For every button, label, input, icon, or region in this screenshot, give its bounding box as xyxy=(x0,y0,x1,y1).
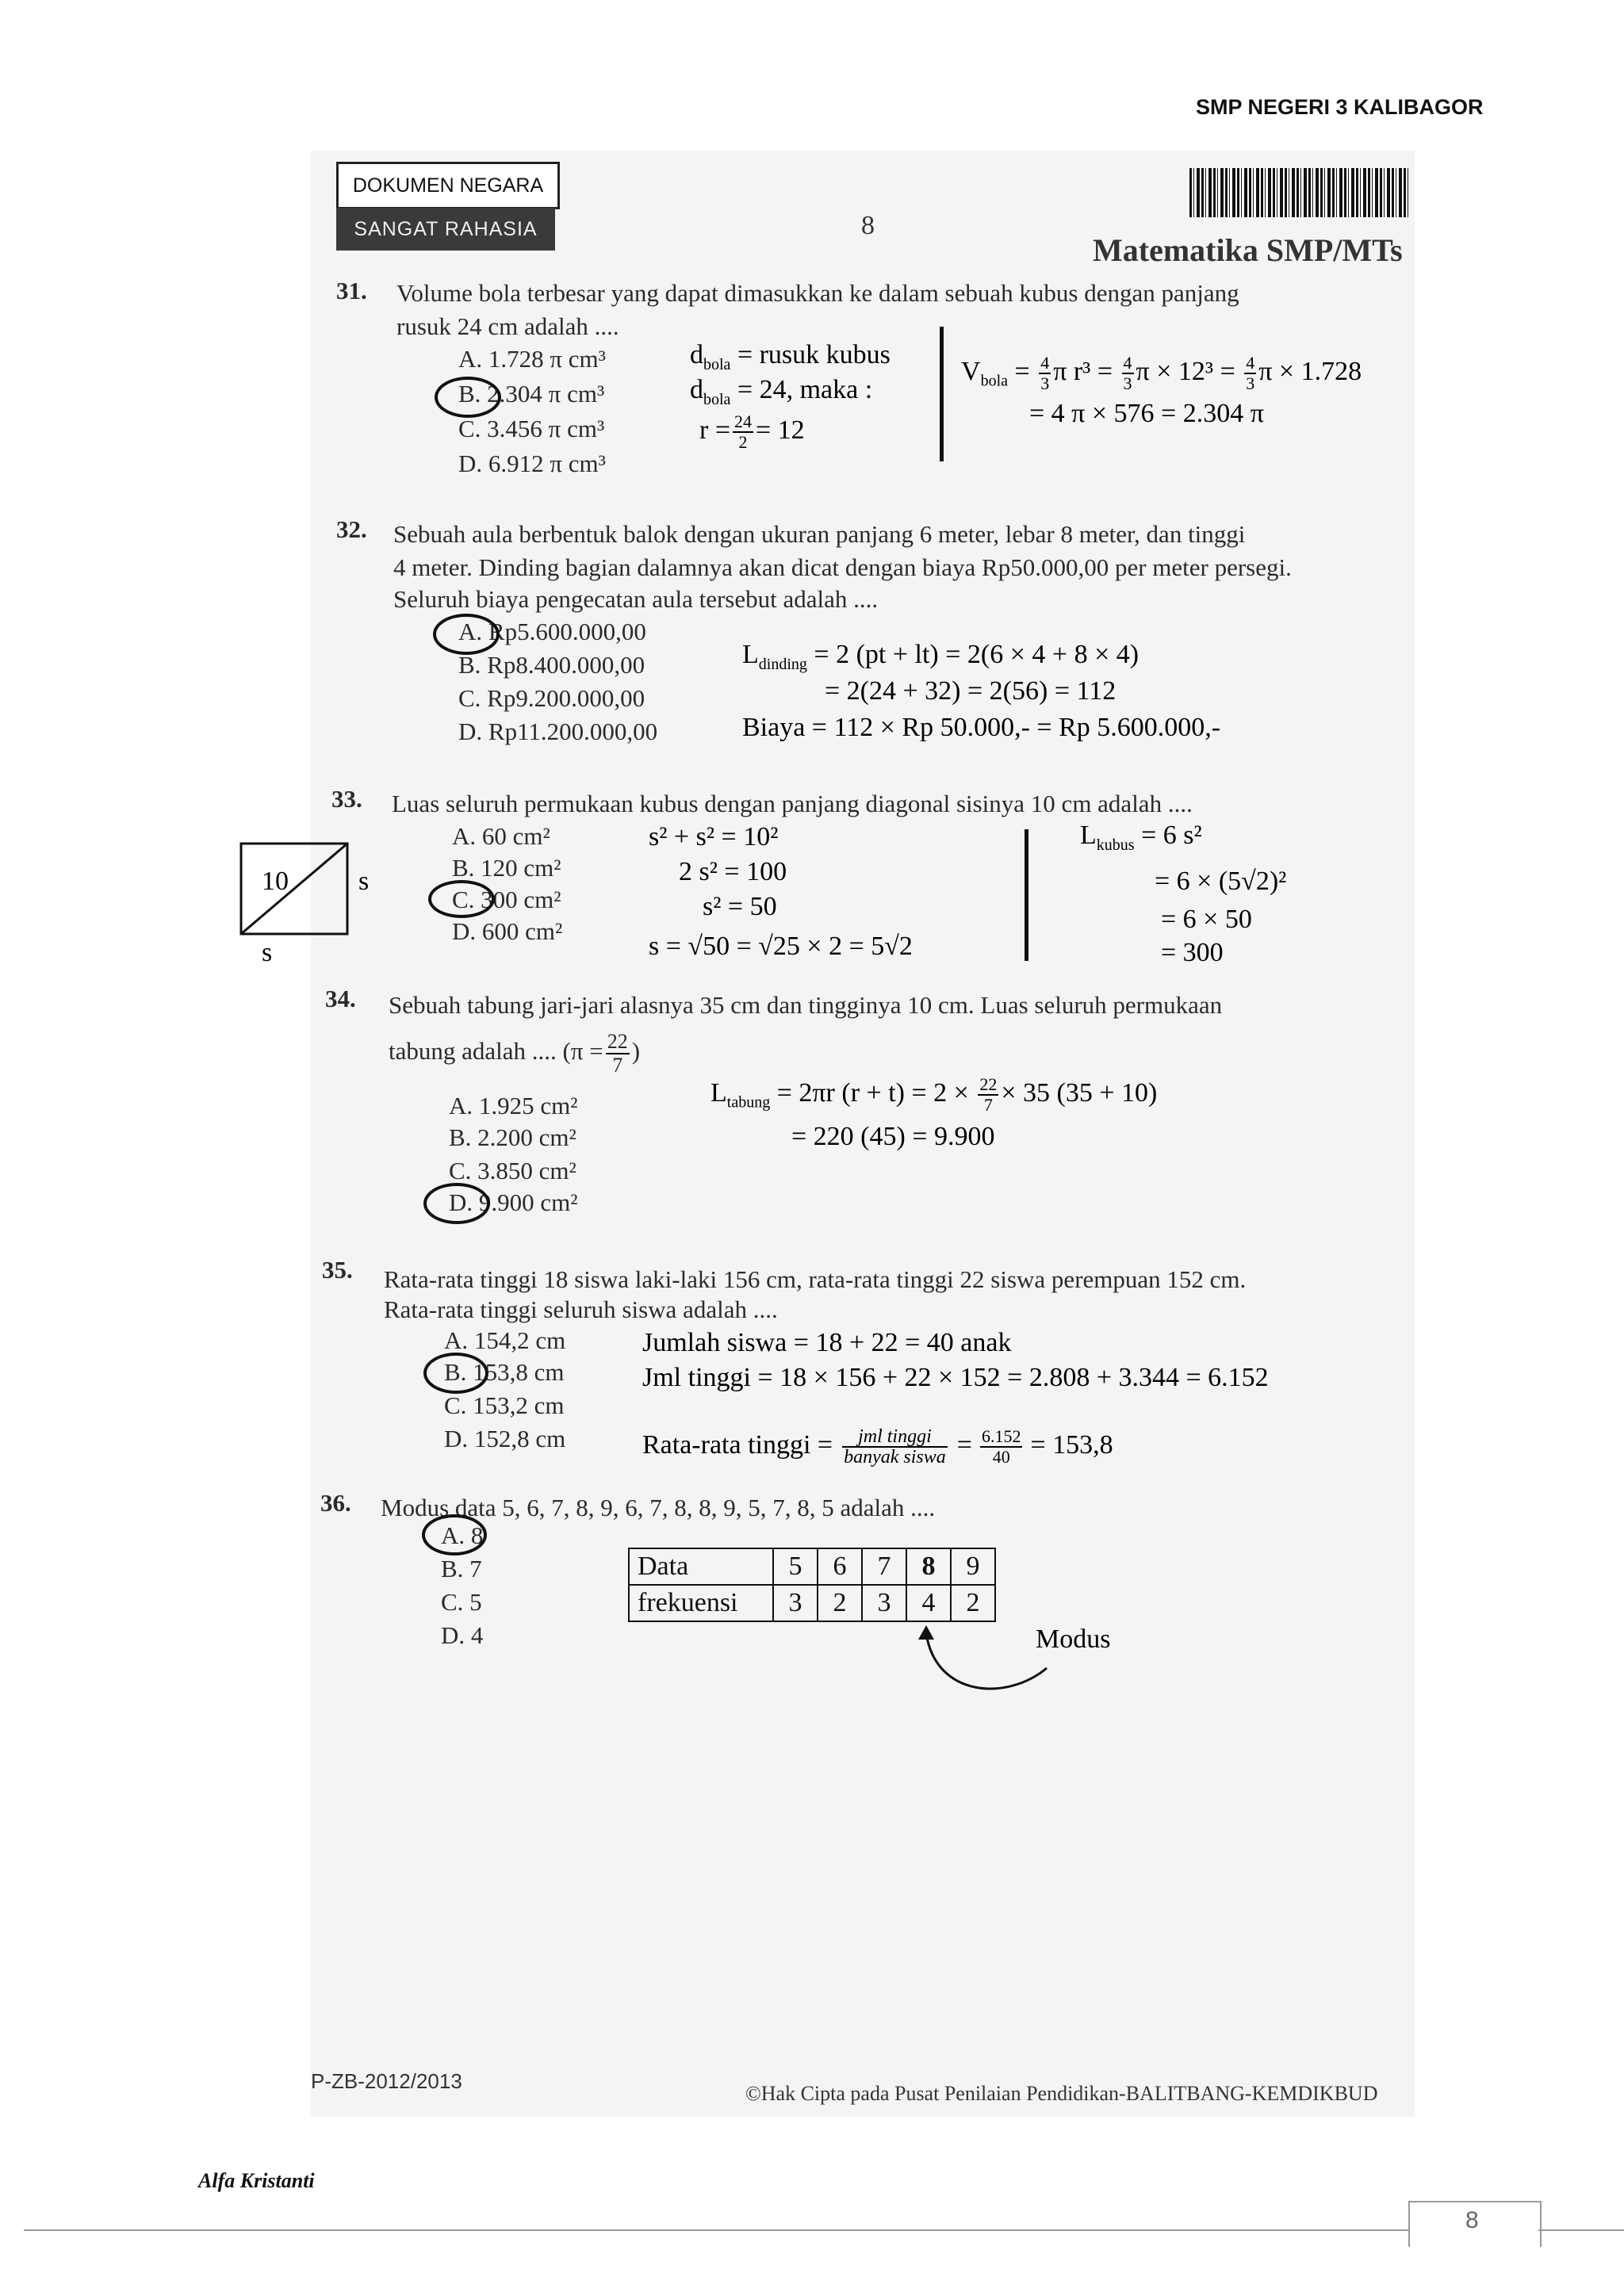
q34-work-line2: = 220 (45) = 9.900 xyxy=(791,1122,995,1151)
table-cell: 7 xyxy=(862,1548,906,1585)
q35-option-c: C. 153,2 cm xyxy=(444,1391,565,1419)
modus-label: Modus xyxy=(1036,1624,1111,1654)
q33-text-line1: Luas seluruh permukaan kubus dengan panjang diagonal sisinya 10 cm adalah .... xyxy=(392,790,1193,817)
q36-option-a: A. 8 xyxy=(441,1521,484,1549)
q31-work-d1: $d_{bola}$ = rusuk kubus xyxy=(690,340,891,373)
table-cell: 3 xyxy=(862,1585,906,1621)
q32-option-c: C. Rp9.200.000,00 xyxy=(458,684,645,712)
q35-work-line3: Rata-rata tinggi = $\frac{\text{jml tinggi}}{\text{banyak siswa}}$ = $\frac{6.152}{40}$ = 153,8 xyxy=(642,1426,1113,1468)
q32-option-a: A. Rp5.600.000,00 xyxy=(458,618,646,645)
square-side-right-label: s xyxy=(358,867,370,896)
q34-option-d: D. 9.900 cm² xyxy=(449,1188,578,1216)
q31-option-d: D. 6.912 π cm³ xyxy=(458,450,606,477)
school-name: SMP NEGERI 3 KALIBAGOR xyxy=(1196,95,1484,119)
q32-text-line2: 4 meter. Dinding bagian dalamnya akan dicat dengan biaya Rp50.000,00 per meter persegi. xyxy=(393,553,1292,581)
q35-text-line1: Rata-rata tinggi 18 siswa laki-laki 156 cm, rata-rata tinggi 22 siswa perempuan 152 cm. xyxy=(384,1265,1247,1293)
table-cell: 6 xyxy=(818,1548,862,1585)
q36-option-c: C. 5 xyxy=(441,1588,482,1616)
table-cell: 3 xyxy=(773,1585,818,1621)
table-cell: Data xyxy=(629,1548,773,1585)
q33-option-c: C. 300 cm² xyxy=(452,886,561,913)
q32-text-line1: Sebuah aula berbentuk balok dengan ukuran panjang 6 meter, lebar 8 meter, dan tinggi xyxy=(393,520,1246,548)
q35-option-d: D. 152,8 cm xyxy=(444,1425,566,1452)
table-cell: 2 xyxy=(818,1585,862,1621)
table-cell: 4 xyxy=(906,1585,951,1621)
q31-option-b: B. 2.304 π cm³ xyxy=(458,380,605,408)
q31-answer-circle xyxy=(435,377,501,418)
q32-work-line2: = 2(24 + 32) = 2(56) = 112 xyxy=(825,676,1116,706)
barcode xyxy=(1189,168,1408,217)
q35-work-line1: Jumlah siswa = 18 + 22 = 40 anak xyxy=(642,1328,1012,1357)
q36-option-b: B. 7 xyxy=(441,1555,482,1582)
q33-work-a1: s² + s² = 10² xyxy=(649,822,779,851)
q32-work-line3: Biaya = 112 × Rp 50.000,- = Rp 5.600.000,- xyxy=(742,713,1221,742)
frequency-table xyxy=(628,1548,996,1622)
q32-text-line3: Seluruh biaya pengecatan aula tersebut adalah .... xyxy=(393,585,879,613)
q36-answer-circle xyxy=(422,1514,487,1556)
q35-option-b: B. 153,8 cm xyxy=(444,1358,565,1386)
footer-code: P-ZB-2012/2013 xyxy=(311,2069,462,2093)
badge-sangat-rahasia: SANGAT RAHASIA xyxy=(336,208,555,251)
q34-option-b: B. 2.200 cm² xyxy=(449,1123,576,1151)
table-row-frekuensi xyxy=(629,1585,995,1621)
footer-rule xyxy=(24,2229,1408,2231)
q33-answer-circle xyxy=(428,880,495,918)
q31-work-volume: $V_{bola}$ = $\frac{4}{3}$ π r³ = $\frac{4}{3}$ π × 12³ = $\frac{4}{3}$ π × 1.728 xyxy=(961,353,1362,393)
q36-option-d: D. 4 xyxy=(441,1621,484,1649)
q35-option-a: A. 154,2 cm xyxy=(444,1326,566,1354)
q35-text-line2: Rata-rata tinggi seluruh siswa adalah .... xyxy=(384,1295,778,1323)
page-number: 8 xyxy=(1465,2207,1479,2233)
q33-option-a: A. 60 cm² xyxy=(452,822,550,850)
q34-option-a: A. 1.925 cm² xyxy=(449,1092,578,1119)
q33-divider-line xyxy=(1025,829,1028,961)
q34-work-line1: $L_{tabung} = 2\pi r$ (r + t) = 2 × $\frac{22}{7}$ × 35 (35 + 10) xyxy=(710,1074,1158,1115)
q33-work-a3: s² = 50 xyxy=(703,892,777,921)
q32-option-d: D. Rp11.200.000,00 xyxy=(458,718,658,745)
q34-answer-circle xyxy=(423,1183,490,1224)
square-side-bottom-label: s xyxy=(262,938,273,967)
q32-number: 32. xyxy=(336,515,367,543)
q33-work-b3: = 6 × 50 xyxy=(1161,905,1252,934)
q33-work-b1: $L_{kubus} = 6$ s² xyxy=(1080,821,1202,854)
q33-work-a4: s = √50 = √25 × 2 = 5√2 xyxy=(649,932,913,961)
q34-text-line1: Sebuah tabung jari-jari alasnya 35 cm dan tingginya 10 cm. Luas seluruh permukaan xyxy=(389,991,1223,1019)
q33-work-b2: = 6 × (5√2)² xyxy=(1155,867,1287,896)
q33-option-b: B. 120 cm² xyxy=(452,854,561,882)
q31-option-a: A. 1.728 π cm³ xyxy=(458,345,606,373)
table-cell: frekuensi xyxy=(629,1585,773,1621)
footer-rule-right xyxy=(1538,2229,1624,2231)
q31-text-line2: rusuk 24 cm adalah .... xyxy=(396,312,619,340)
q32-answer-circle xyxy=(433,614,500,655)
badge-dokumen-negara: DOKUMEN NEGARA xyxy=(336,162,560,209)
square-diagonal-label: 10 xyxy=(262,867,289,896)
square-diagonal-diagram xyxy=(239,842,350,937)
q32-work-line1: $L_{dinding} = 2$ (pt + lt) = 2(6 × 4 + 8 × 4) xyxy=(742,640,1139,673)
q33-work-b4: = 300 xyxy=(1161,938,1224,967)
q31-number: 31. xyxy=(336,277,367,304)
table-row-data xyxy=(629,1548,995,1585)
footer-copyright: ©Hak Cipta pada Pusat Penilaian Pendidikan-BALITBANG-KEMDIKBUD xyxy=(745,2082,1378,2105)
q34-option-c: C. 3.850 cm² xyxy=(449,1157,576,1184)
q33-option-d: D. 600 cm² xyxy=(452,917,563,945)
q36-number: 36. xyxy=(320,1489,351,1517)
table-cell: 9 xyxy=(951,1548,995,1585)
q33-work-a2: 2 s² = 100 xyxy=(679,857,787,886)
q33-number: 33. xyxy=(331,785,362,813)
q34-text-line2: tabung adalah .... (π = $\frac{22}{7}$ ) xyxy=(389,1030,641,1077)
signature: Alfa Kristanti xyxy=(198,2169,315,2192)
q31-work-d2: $d_{bola} = 24$, maka : xyxy=(690,375,873,408)
q31-work-volume-result: = 4 π × 576 = 2.304 π xyxy=(1029,399,1264,428)
table-cell: 2 xyxy=(951,1585,995,1621)
q34-number: 34. xyxy=(325,985,356,1012)
table-cell: 5 xyxy=(773,1548,818,1585)
scan-page-number: 8 xyxy=(861,211,875,240)
q35-number: 35. xyxy=(322,1256,353,1284)
q31-option-c: C. 3.456 π cm³ xyxy=(458,415,605,442)
table-cell: 8 xyxy=(906,1548,951,1585)
q35-answer-circle xyxy=(423,1353,488,1394)
q32-option-b: B. Rp8.400.000,00 xyxy=(458,651,645,679)
q36-text-line1: Modus data 5, 6, 7, 8, 9, 6, 7, 8, 8, 9, 5, 7, 8, 5 adalah .... xyxy=(381,1494,936,1521)
q31-work-r: r = $\frac{24}{2}$ = 12 xyxy=(699,411,805,452)
q35-work-line2: Jml tinggi = 18 × 156 + 22 × 152 = 2.808 + 3.344 = 6.152 xyxy=(642,1363,1269,1392)
q31-divider-line xyxy=(940,327,944,461)
subject-title: Matematika SMP/MTs xyxy=(1093,232,1403,268)
q31-text-line1: Volume bola terbesar yang dapat dimasukkan ke dalam sebuah kubus dengan panjang xyxy=(396,279,1239,307)
